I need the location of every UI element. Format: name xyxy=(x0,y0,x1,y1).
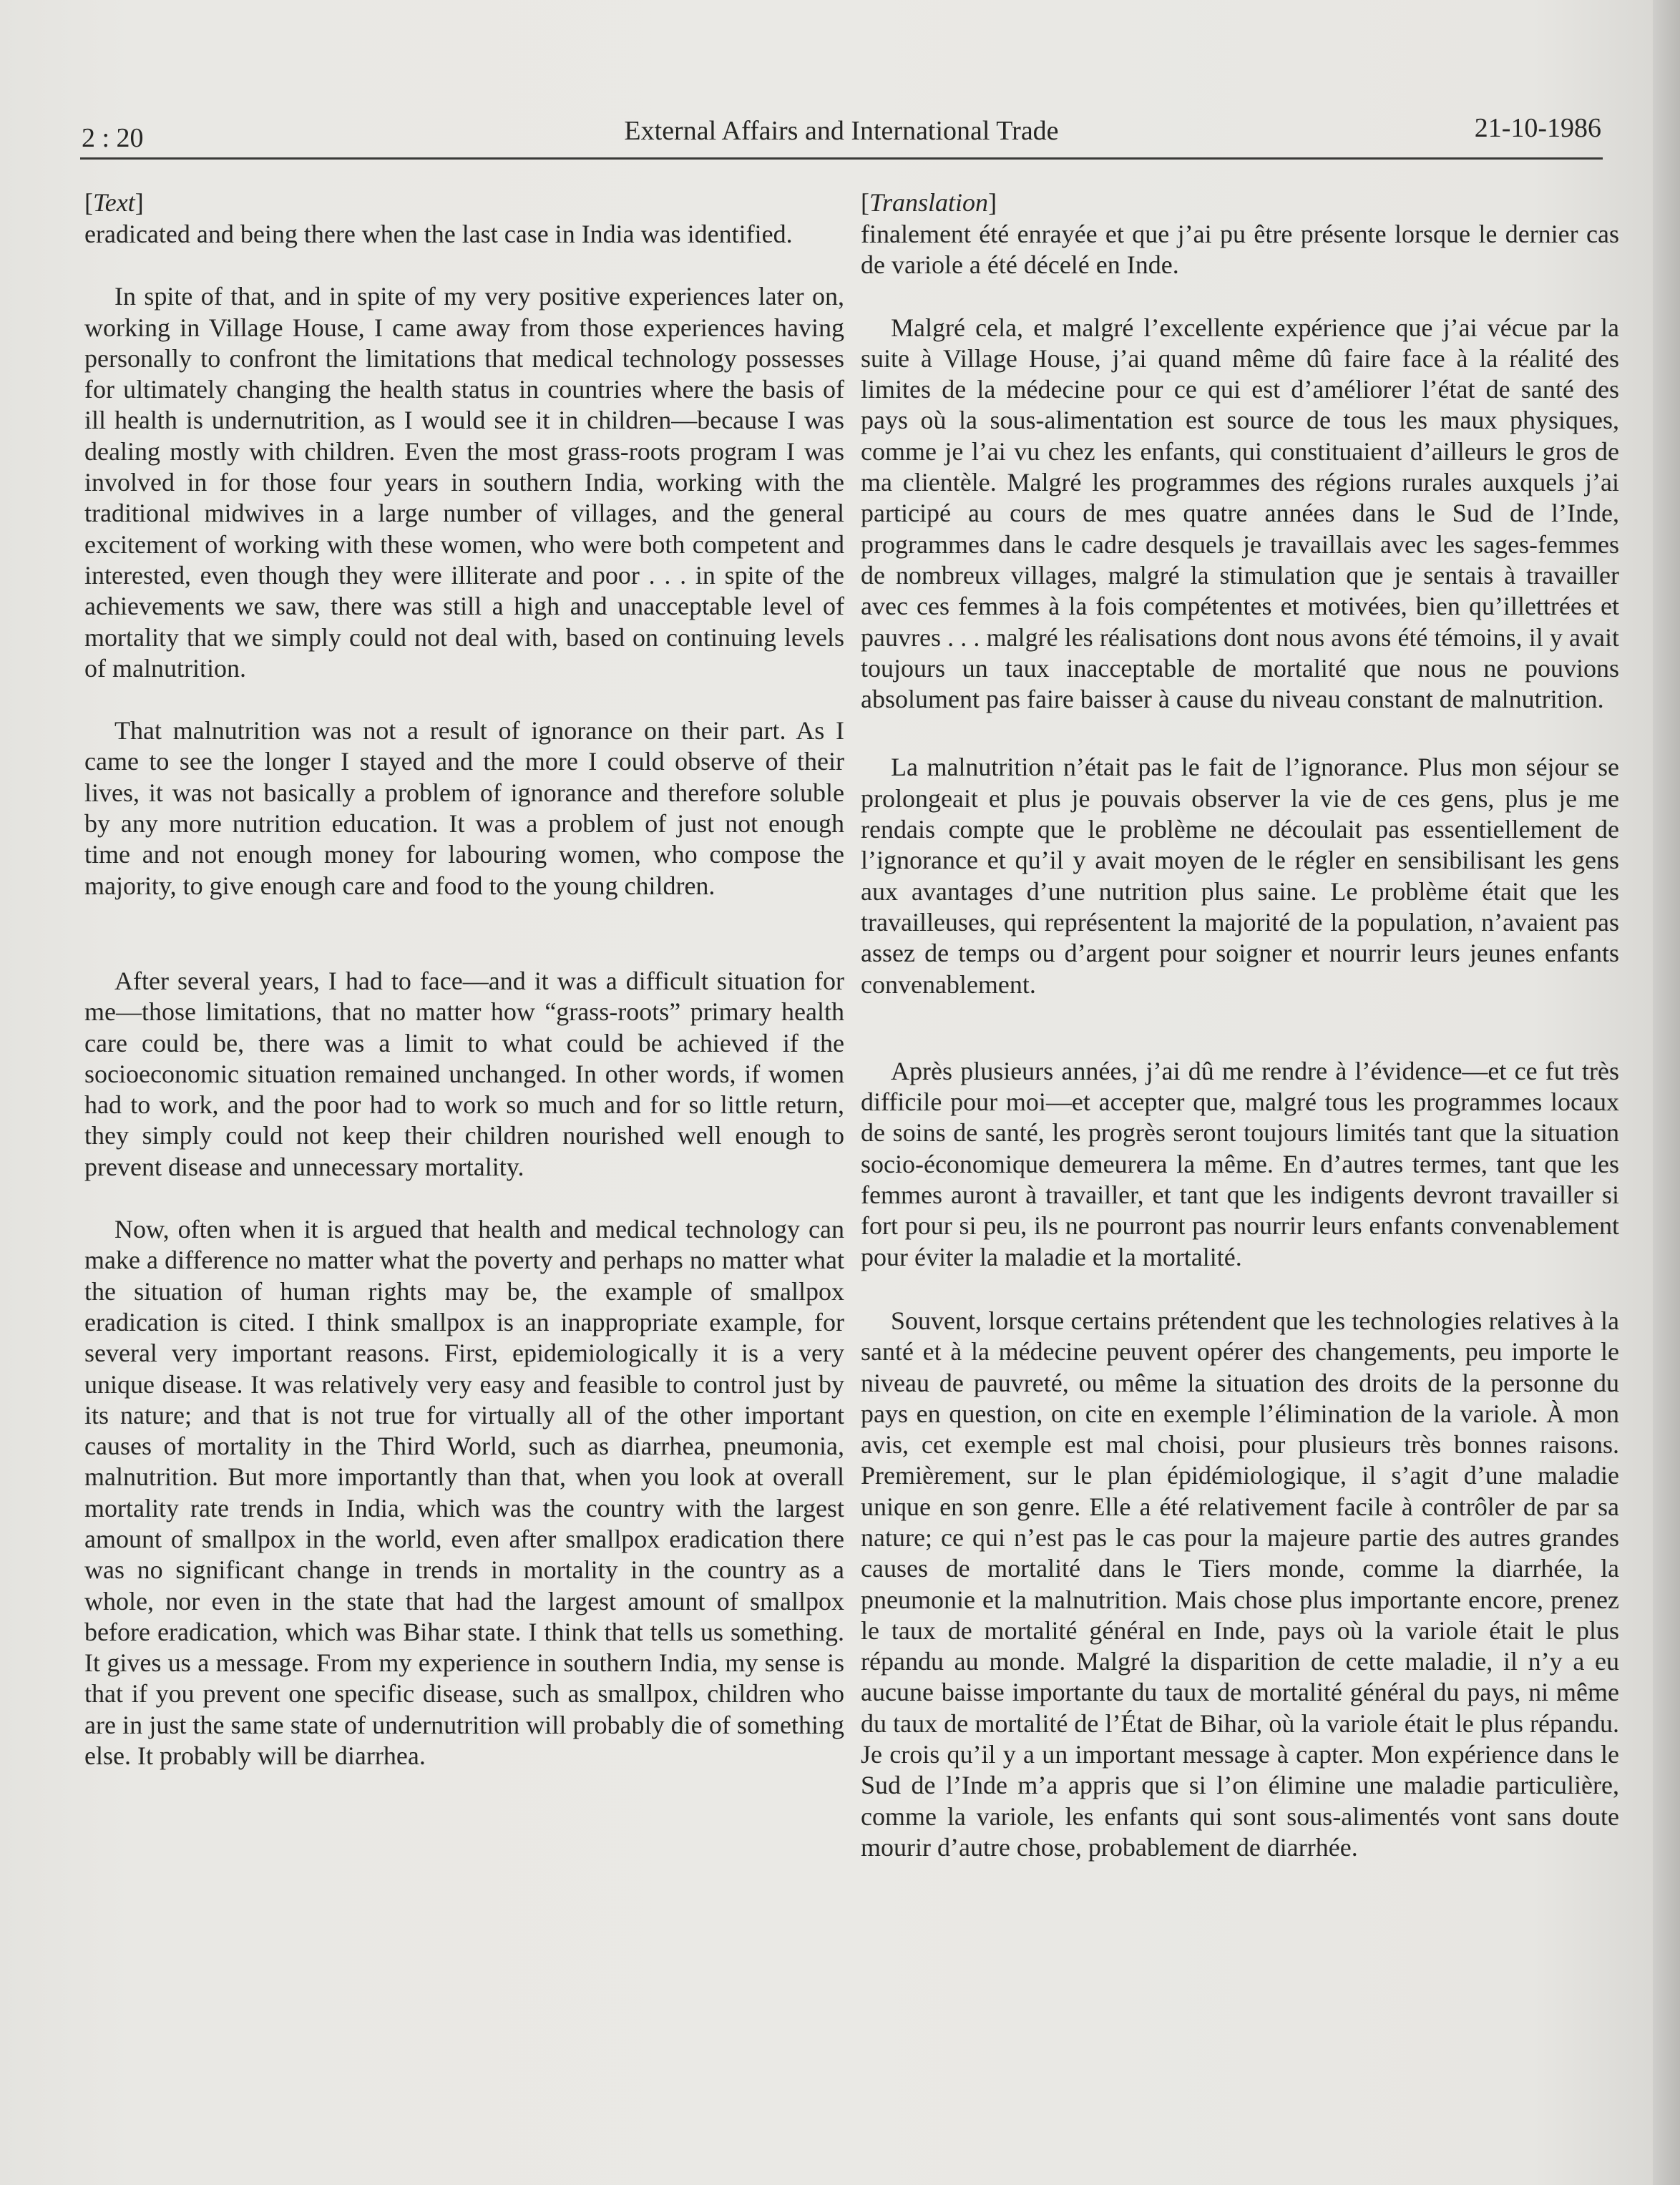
header-rule xyxy=(80,157,1603,160)
paragraph: La malnutrition n’était pas le fait de l’ignorance. Plus mon séjour se prolongeait et plus je pouvais observer la vie de ces gens, plus je me rendais compte que le problème ne découlait pas essentiellement de l’ignorance et qu’il y avait moyen de le régler en sensibilisant les gens aux avantages d’une nutrition plus saine. Le problème était que les travailleuses, qui représentent la majorité de la population, n’avaient pas assez de temps ou d’argent pour soigner et nourrir leurs jeunes enfants convenablement. xyxy=(861,753,1619,999)
header-title: External Affairs and International Trade xyxy=(624,116,1059,146)
paragraph: After several years, I had to face—and it was a difficult situation for me—those limitations, that no matter how “grass-roots” primary health care could be, there was a limit to what could be achieved if the socioeconomic situation remained unchanged. In other words, if women had to work, and the poor had to work so much and for so little return, they simply could not keep their children nourished well enough to prevent disease and unnecessary mortality. xyxy=(84,966,844,1181)
paragraph: In spite of that, and in spite of my very positive experiences later on, working in Village House, I came away from those experiences having personally to confront the limitations that medical technology possesses for ultimately changing the health status in countries where the basis of ill health is undernutrition, as I would see it in children—because I was dealing mostly with children. Even the most grass-roots program I was involved in for those four years in southern India, working with the traditional midwives in a large number of villages, and the general excitement of working with these women, who were both competent and interested, even though they were illiterate and poor . . . in spite of the achievements we saw, there was still a high and unacceptable level of mortality that we simply could not deal with, based on continuing levels of malnutrition. xyxy=(84,282,844,683)
paragraph: Après plusieurs années, j’ai dû me rendre à l’évidence—et ce fut très difficile pour moi—et accepter que, malgré tous les programmes locaux de soins de santé, les progrès seront toujours limités tant que la situation socio-économique demeurera la même. En d’autres termes, tant que les femmes auront à travailler, et tant que les indigents devront travailler si fort pour si peu, ils ne pourront pas nourrir leurs enfants convenablement pour éviter la maladie et la mortalité. xyxy=(861,1056,1619,1271)
page-edge-shadow xyxy=(1653,0,1680,2185)
english-column xyxy=(84,187,844,1771)
page-header xyxy=(80,111,1603,155)
french-column xyxy=(861,187,1619,1863)
paragraph: Souvent, lorsque certains prétendent que les technologies relatives à la santé et à la médecine peuvent opérer des changements, peu importe le niveau de pauvreté, ou même la situation des droits de la personne du pays en question, on cite en exemple l’élimination de la variole. À mon avis, cet exemple est mal choisi, pour plusieurs très bonnes raisons. Premièrement, sur le plan épidémiologique, il s’agit d’une maladie unique en son genre. Elle a été relativement facile à contrôler de par sa nature; ce qui n’est pas le cas pour la majeure partie des autres grandes causes de mortalité dans le Tiers monde, comme la diarrhée, la pneumonie et la malnutrition. Mais chose plus importante encore, prenez le taux de mortalité général en Inde, pays où la variole était le plus répandu au monde. Malgré la disparition de cette maladie, il n’y a eu aucune baisse importante du taux de mortalité général du pays, ni même du taux de mortalité de l’État de Bihar, où la variole était le plus répandu. Je crois qu’il y a un important message à capter. Mon expérience dans le Sud de l’Inde m’a appris que si l’on élimine une maladie particulière, comme la variole, les enfants qui sont sous-alimentés vont sans doute mourir d’autre chose, probablement de diarrhée. xyxy=(861,1306,1619,1862)
paragraph: eradicated and being there when the last case in India was identified. xyxy=(84,220,793,248)
paragraph: That malnutrition was not a result of ignorance on their part. As I came to see the longer I stayed and the more I could observe of their lives, it was not basically a problem of ignorance and therefore soluble by any more nutrition education. It was a problem of just not enough time and not enough money for labouring women, who compose the majority, to give enough care and food to the young children. xyxy=(84,716,844,900)
page-number: 2 : 20 xyxy=(82,123,144,153)
paragraph: Now, often when it is argued that health and medical technology can make a difference no matter what the poverty and perhaps no matter what the situation of human rights may be, the example of smallpox eradication is cited. I think smallpox is an inappropriate example, for several very important reasons. First, epidemiologically it is a very unique disease. It was relatively very easy and feasible to control just by its nature; and that is not true for virtually all of the other important causes of mortality in the Third World, such as diarrhea, pneumonia, malnutrition. But more importantly than that, when you look at overall mortality rate trends in India, which was the country with the largest amount of smallpox in the world, even after smallpox eradication there was no significant change in trends in mortality in the country as a whole, nor even in the state that had the largest amount of smallpox before eradication, which was Bihar state. I think that tells us something. It gives us a message. From my experience in southern India, my sense is that if you prevent one specific disease, such as smallpox, children who are in just the same state of undernutrition will probably die of something else. It probably will be diarrhea. xyxy=(84,1215,844,1771)
column-label-text: [Text] xyxy=(84,188,144,217)
paragraph: finalement été enrayée et que j’ai pu être présente lorsque le dernier cas de variole a été décelé en Inde. xyxy=(861,220,1619,280)
column-label-translation: [Translation] xyxy=(861,188,997,217)
header-date: 21-10-1986 xyxy=(1474,113,1601,143)
paragraph: Malgré cela, et malgré l’excellente expérience que j’ai vécue par la suite à Village House, j’ai quand même dû faire face à la réalité des limites de la médecine pour ce qui est d’améliorer l’état de santé des pays où la sous-alimentation est source de tous les maux physiques, comme je l’ai vu chez les enfants, qui constituaient d’ailleurs le gros de ma clientèle. Malgré les programmes des régions rurales auxquels j’ai participé au cours de mes quatre années dans le Sud de l’Inde, programmes dans le cadre desquels je travaillais avec les sages-femmes de nombreux villages, malgré la stimulation que je sentais à travailler avec ces femmes à la fois compétentes et motivées, bien qu’illettrées et pauvres . . . malgré les réalisations dont nous avons été témoins, il y avait toujours un taux inacceptable de mortalité que nous ne pouvions absolument pas faire baisser à cause du niveau constant de malnutrition. xyxy=(861,313,1619,714)
